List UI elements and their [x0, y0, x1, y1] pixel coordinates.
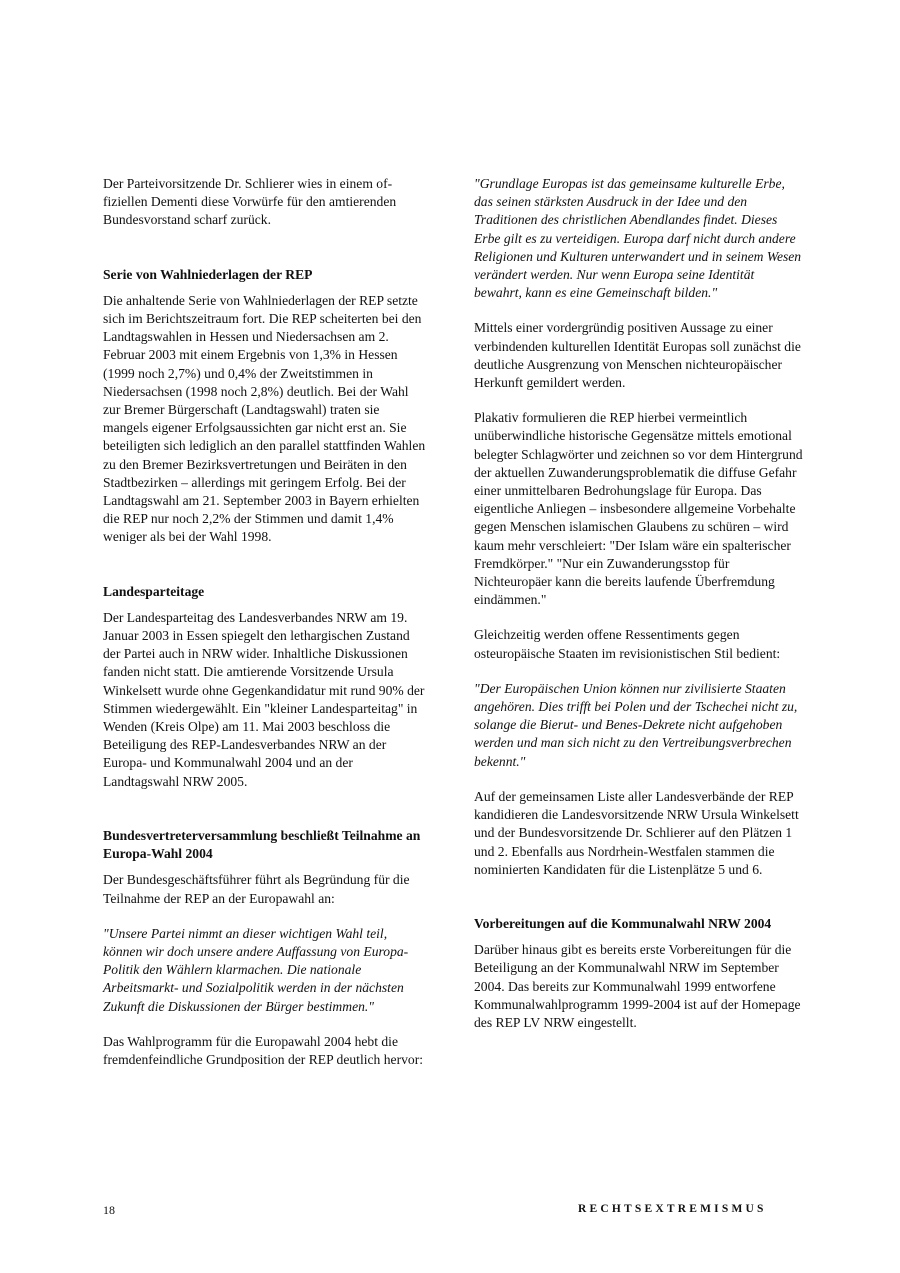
paragraph-gemeinsame-liste: Auf der gemeinsamen Liste aller Landesverbände der REP kandidieren die Landesvorsitzende NRW Ursula Winkelsett und der Bundesvorsitzende Dr. Schlierer auf den Plätzen 1 und 2. Ebenfalls aus Nordrhein-Westfalen stammen die nominierten Kandidaten für die Listenplätze 5 und 6. — [474, 788, 799, 877]
running-title: RECHTSEXTREMISMUS — [578, 1203, 767, 1215]
right-column — [474, 175, 804, 1032]
paragraph-begruendung: Der Bundesgeschäftsführer führt als Begründung für die Teilnahme der REP an der Europawahl an: — [103, 872, 410, 906]
paragraph-dementi: Der Parteivorsitzende Dr. Schlierer wies in einem offiziellen Dementi diese Vorwürfe für den amtierenden Bundesvorstand scharf zurück. — [103, 176, 397, 228]
quote-europaeische-union: "Der Europäischen Union können nur zivilisierte Staaten angehören. Dies trifft bei Polen und der Tschechei nicht zu, solange die Bierut- und Benes-Dekrete nicht aufgehoben werden und man sich nicht zu den Vertreibungsverbrechen bekennt." — [474, 680, 798, 769]
heading-kommunalwahl: Vorbereitungen auf die Kommunalwahl NRW 2004 — [474, 915, 772, 931]
heading-landesparteitage: Landesparteitage — [103, 583, 205, 599]
paragraph-kulturelle-identitaet: Mittels einer vordergründig positiven Aussage zu einer verbindenden kulturellen Identität Europas soll zunächst die deutliche Ausgrenzung von Menschen nichteuropäischer Herkunft gemildert werden. — [474, 320, 801, 391]
paragraph-ressentiments: Gleichzeitig werden offene Ressentiments gegen osteuropäische Staaten im revisionistischen Stil bedient: — [474, 627, 781, 661]
page-number: 18 — [103, 1203, 115, 1217]
paragraph-landesparteitage: Der Landesparteitag des Landesverbandes NRW am 19. Januar 2003 in Essen spiegelt den lethargischen Zustand der Partei auch in NRW wider. Inhaltliche Diskussionen fanden nicht statt. Die amtierende Vorsitzende Ursula Winkelsett wurde ohne Gegenkandidatur mit rund 90% der Stimmen wiedergewählt. Ein "kleiner Landesparteitag" in Wenden (Kreis Olpe) am 11. Mai 2003 beschloss die Beteiligung des REP-Landesverbandes NRW an der Europa- und Kommunalwahl 2004 und an der Landtagswahl NRW 2005. — [103, 609, 425, 789]
left-column — [103, 175, 428, 1069]
heading-wahlniederlagen: Serie von Wahlniederlagen der REP — [103, 266, 313, 282]
quote-europa-politik: "Unsere Partei nimmt an dieser wichtigen Wahl teil, können wir doch unsere andere Auffassung von Europa-Politik den Wählern klarmachen. Die nationale Arbeitsmarkt- und Sozialpolitik werden in der nächsten Zukunft die Diskussionen der Bürger bestimmen." — [103, 925, 409, 1014]
heading-bundesvertreterversammlung: Bundesvertreterversammlung beschließt Teilnahme an Europa-Wahl 2004 — [103, 827, 421, 862]
quote-grundlage-europas: "Grundlage Europas ist das gemeinsame kulturelle Erbe, das seinen stärksten Ausdruck in der Idee und den Traditionen des christlichen Abendlandes findet. Dieses Erbe gilt es zu verteidigen. Europa darf nicht durch andere Religionen und Kulturen unterwandert und in seinem Wesen verändert werden. Nur wenn Europa seine Identität bewahrt, kann es eine Gemeinschaft bilden." — [474, 176, 802, 301]
paragraph-plakativ: Plakativ formulieren die REP hierbei vermeintlich unüberwindliche historische Gegensätze mittels emotional belegter Schlagwörter und zeichnen so vor dem Hintergrund der aktuellen Zuwanderungsproblematik die diffuse Gefahr einer unmittelbaren Bedrohungslage für Europa. Das eigentliche Anliegen – insbesondere allgemeine Vorbehalte gegen Menschen islamischen Glaubens zu schüren – wird kaum mehr verschleiert: "Der Islam wäre ein spalterischer Fremdkörper." "Nur ein Zuwanderungsstop für Nichteuropäer kann die bereits laufende Überfremdung eindämmen." — [474, 410, 803, 608]
paragraph-kommunalwahl: Darüber hinaus gibt es bereits erste Vorbereitungen für die Beteiligung an der Kommunalwahl NRW im September 2004. Das bereits zur Kommunalwahl 1999 entworfene Kommunalwahlprogramm 1999-2004 ist auf der Homepage des REP LV NRW eingestellt. — [474, 942, 801, 1030]
paragraph-wahlprogramm: Das Wahlprogramm für die Europawahl 2004 hebt die fremdenfeindliche Grundposition der REP deutlich hervor: — [103, 1033, 423, 1067]
paragraph-wahlniederlagen: Die anhaltende Serie von Wahlniederlagen der REP setzte sich im Berichtszeitraum fort. Die REP scheiterten bei den Landtagswahlen in Hessen und Niedersachsen am 2. Februar 2003 mit einem Ergebnis von 1,3% in Hessen (1999 noch 2,7%) und 0,4% der Zweitstimmen in Niedersachsen (1998 noch 2,8%) deutlich. Bei der Wahl zur Bremer Bürgerschaft (Landtagswahl) traten sie mangels eigener Erfolgsaussichten gar nicht erst an. Sie beteiligten sich lediglich an den parallel stattfinden Wahlen zu den Bremer Bezirksvertretungen und Beiräten in den Stadtbezirken – allerdings mit geringem Erfolg. Bei der Landtagswahl am 21. September 2003 in Bayern erhielten die REP nur noch 2,2% der Stimmen und damit 1,4% weniger als bei der Wahl 1998. — [103, 292, 426, 545]
